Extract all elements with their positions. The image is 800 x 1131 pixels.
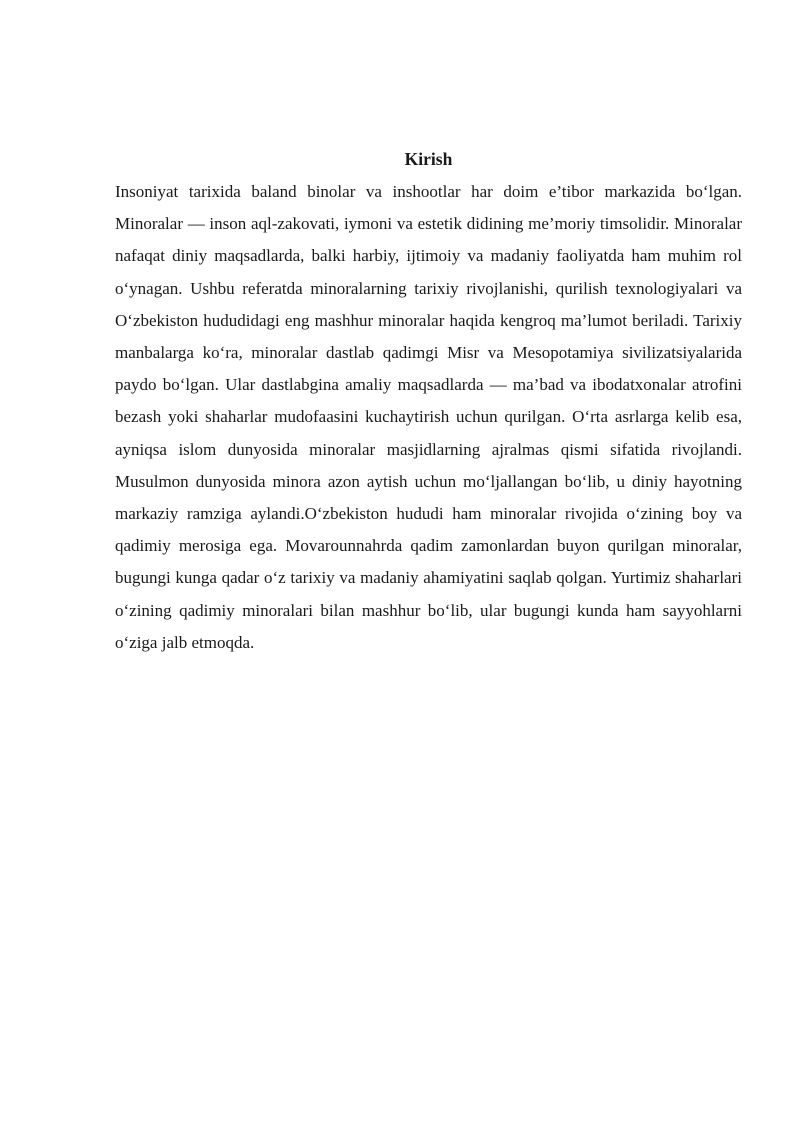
section-heading: Kirish — [404, 149, 453, 169]
body-paragraph: Insoniyat tarixida baland binolar va inshootlar har doim e’tibor markazida bo‘lgan. Minoralar — inson aql-zakovati, iymoni va estetik didining me’moriy timsolidir. Minoralar nafaqat diniy maqsadlarda, balki harbiy, ijtimoiy va madaniy faoliyatda ham muhim rol o‘ynagan. Ushbu referatda minoralarning tarixiy rivojlanishi, qurilish texnologiyalari va O‘zbekiston hududidagi eng mashhur minoralar haqida kengroq ma’lumot beriladi. Tarixiy manbalarga ko‘ra, minoralar dastlab qadimgi Misr va Mesopotamiya sivilizatsiyalarida paydo bo‘lgan. Ular dastlabgina amaliy maqsadlarda — ma’bad va ibodatxonalar atrofini bezash yoki shaharlar mudofaasini kuchaytirish uchun qurilgan. O‘rta asrlarga kelib esa, ayniqsa islom dunyosida minoralar masjidlarning ajralmas qismi sifatida rivojlandi. Musulmon dunyosida minora azon aytish uchun mo‘ljallangan bo‘lib, u diniy hayotning markaziy ramziga aylandi.O‘zbekiston hududi ham minoralar rivojida o‘zining boy va qadimiy merosiga ega. Movarounnahrda qadim zamonlardan buyon qurilgan minoralar, bugungi kunga qadar o‘z tarixiy va madaniy ahamiyatini saqlab qolgan. Yurtimiz shaharlari o‘zining qadimiy minoralari bilan mashhur bo‘lib, ular bugungi kunda ham sayyohlarni o‘ziga jalb etmoqda. — [115, 182, 742, 652]
document-body — [115, 147, 742, 659]
